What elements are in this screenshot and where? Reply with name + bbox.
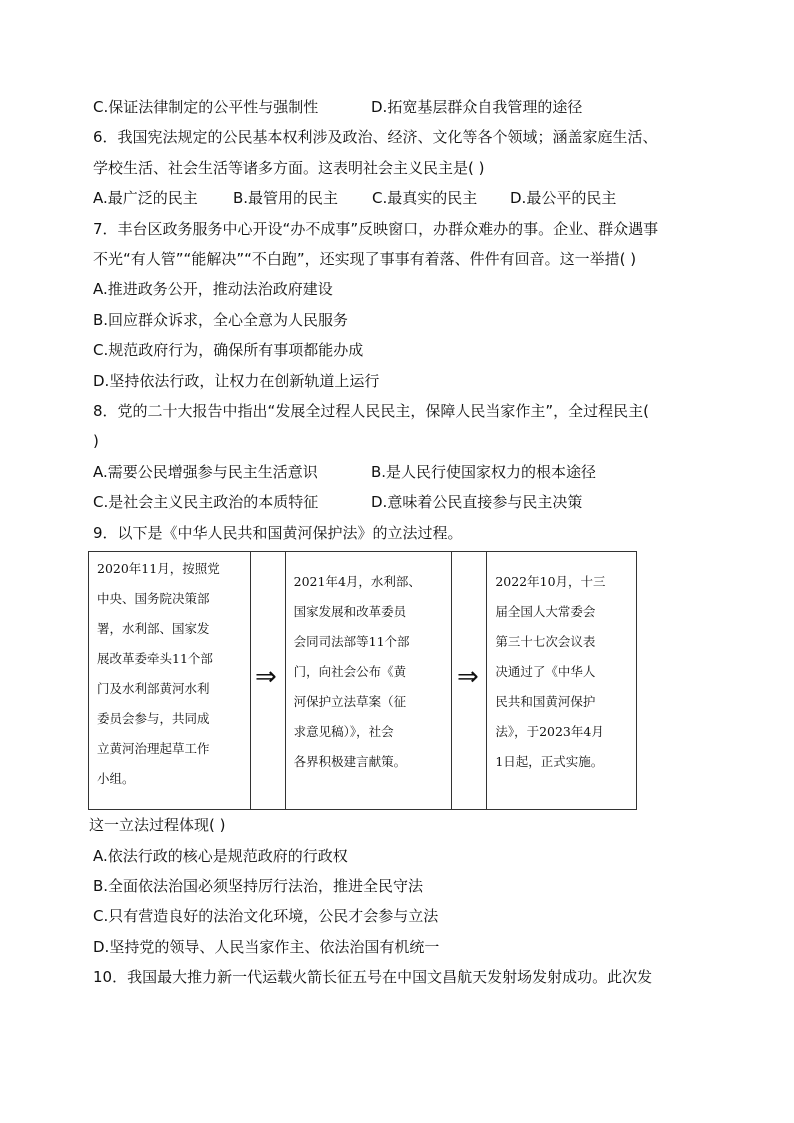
flow-box-2020-line: 小组。 (97, 771, 135, 787)
q8-option-a: A.需要公民增强参与民主生活意识 (93, 462, 318, 481)
q6-stem-line2: 学校生活、社会生活等诸多方面。这表明社会主义民主是( ) (93, 158, 485, 177)
flow-box-2022-line: 民共和国黄河保护 (495, 694, 596, 710)
q6-option-b: B.最管用的民主 (233, 189, 339, 208)
exam-page (89, 92, 713, 993)
double-right-arrow-icon: ⇒ (255, 662, 277, 693)
flow-box-2021-line: 会同司法部等11个部 (293, 634, 410, 650)
flow-box-2022-line: 1日起，正式实施。 (495, 754, 604, 770)
flow-box-2021-line: 各界积极建言献策。 (293, 754, 407, 770)
q6-option-c: C.最真实的民主 (372, 189, 478, 208)
q5-options-row-cd (93, 92, 713, 122)
flow-box-2021 (285, 552, 453, 809)
q8-option-c: C.是社会主义民主政治的本质特征 (93, 493, 319, 512)
q8-stem-line2: ) (93, 432, 99, 451)
flow-box-2021-line: 国家发展和改革委员 (293, 604, 407, 620)
q8-options-row-cd (93, 487, 713, 517)
q7-stem-line1: 7．丰台区政务服务中心开设“办不成事”反映窗口，办群众难办的事。企业、群众遇事 (93, 219, 659, 238)
q7-stem-line2: 不光“有人管”“能解决”“不白跑”，还实现了事事有着落、件件有回音。这一举措( ) (93, 250, 637, 269)
q6-option-a: A.最广泛的民主 (93, 189, 198, 208)
q8-stem-line1: 8．党的二十大报告中指出“发展全过程人民民主，保障人民当家作主”，全过程民主( (93, 402, 649, 421)
q7-option-b: B.回应群众诉求，全心全意为人民服务 (93, 310, 349, 329)
flow-box-2022-line: 2022年10月，十三 (495, 574, 606, 590)
q7-option-d: D.坚持依法行政，让权力在创新轨道上运行 (93, 371, 380, 390)
q6-options-row (93, 183, 713, 213)
q6-option-d: D.最公平的民主 (510, 189, 617, 208)
flow-box-2020-line: 门及水利部黄河水利 (97, 681, 210, 697)
flow-box-2020 (89, 552, 251, 809)
flow-box-2021-line: 求意见稿）》，社会 (293, 724, 394, 740)
flow-box-2020-line: 署，水利部、国家发 (97, 621, 210, 637)
flow-box-2022-line: 届全国人大常委会 (495, 604, 596, 620)
q9-option-c: C.只有营造良好的法治文化环境，公民才会参与立法 (93, 907, 439, 926)
flow-box-2022-line: 第三十七次会议表 (495, 634, 596, 650)
flow-box-2020-line: 委员会参与，共同成 (97, 711, 210, 727)
q7-option-c: C.规范政府行为，确保所有事项都能办成 (93, 341, 364, 360)
flow-box-2021-line: 门，向社会公布《黄 (293, 664, 407, 680)
q9-stem: 9．以下是《中华人民共和国黄河保护法》的立法过程。 (93, 523, 463, 542)
double-right-arrow-icon: ⇒ (457, 662, 479, 693)
q6-stem-line1: 6．我国宪法规定的公民基本权利涉及政治、经济、文化等各个领域；涵盖家庭生活、 (93, 128, 658, 147)
q9-option-d: D.坚持党的领导、人民当家作主、依法治国有机统一 (93, 937, 440, 956)
flow-box-2020-line: 立黄河治理起草工作 (97, 741, 210, 757)
q5-option-c: C.保证法律制定的公平性与强制性 (93, 98, 319, 116)
flow-box-2021-line: 2021年4月，水利部、 (293, 574, 421, 590)
q10-stem-line1: 10．我国最大推力新一代运载火箭长征五号在中国文昌航天发射场发射成功。此次发 (93, 968, 653, 987)
flow-box-2022-line: 决通过了《中华人 (495, 664, 596, 680)
flow-box-2022 (486, 552, 636, 809)
q9-question: 这一立法过程体现( ) (89, 816, 226, 835)
q8-option-b: B.是人民行使国家权力的根本途径 (371, 462, 597, 481)
q8-options-row-ab (93, 457, 713, 487)
flow-box-2021-line: 河保护立法草案（征 (293, 694, 407, 710)
legislation-flowchart (88, 551, 637, 810)
flow-box-2020-line: 2020年11月，按照党 (97, 561, 220, 577)
q9-option-a: A.依法行政的核心是规范政府的行政权 (93, 846, 348, 865)
q8-option-d: D.意味着公民直接参与民主决策 (371, 493, 583, 512)
q5-option-d: D.拓宽基层群众自我管理的途径 (371, 98, 583, 116)
flow-box-2020-line: 展改革委牵头11个部 (97, 651, 213, 667)
q9-option-b: B.全面依法治国必须坚持厉行法治，推进全民守法 (93, 876, 424, 895)
q7-option-a: A.推进政务公开，推动法治政府建设 (93, 280, 333, 299)
flow-box-2022-line: 法》，于2023年4月 (495, 724, 604, 740)
flow-box-2020-line: 中央、国务院决策部 (97, 591, 210, 607)
